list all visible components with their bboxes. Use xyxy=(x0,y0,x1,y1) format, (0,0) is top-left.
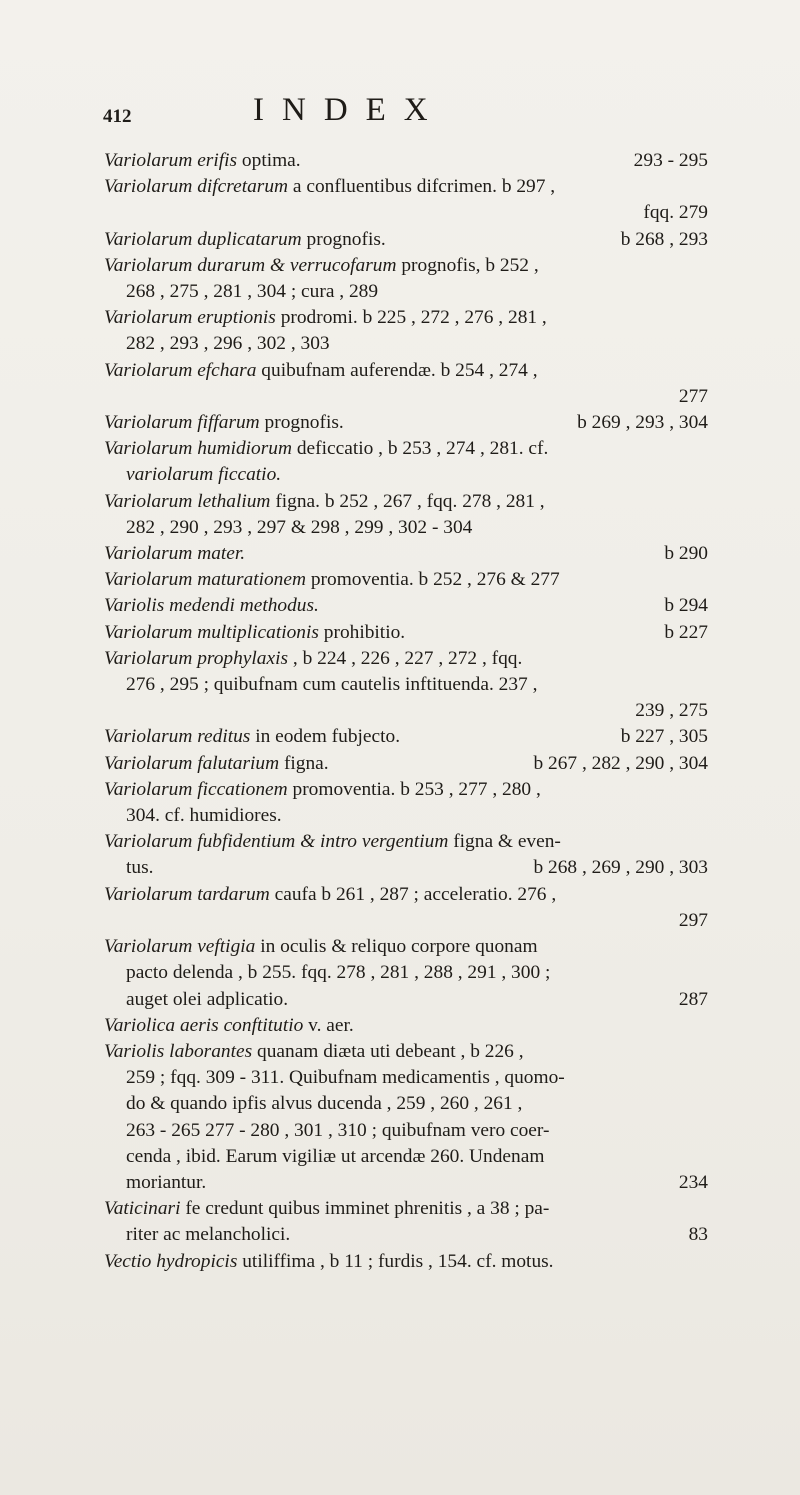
entry-text: utiliffima , b 11 ; furdis , 154. cf. motus. xyxy=(242,1250,554,1272)
entry-text: figna. b 252 , 267 , fqq. 278 , 281 , xyxy=(275,490,545,512)
entry-text: auget olei adplicatio. xyxy=(126,988,289,1010)
entry-line xyxy=(104,436,708,462)
index-entry xyxy=(104,148,708,174)
entry-headword: Variolarum ficcationem xyxy=(104,778,288,800)
entry-line xyxy=(104,1170,708,1196)
entry-text: do & quando ipfis alvus ducenda , 259 , 260 , 261 , xyxy=(126,1093,523,1115)
index-entry xyxy=(104,253,708,305)
entry-text: a confluentibus difcrimen. b 297 , xyxy=(292,176,556,198)
entry-text: fqq. 279 xyxy=(643,202,708,224)
entry-page-ref: b 268 , 293 xyxy=(620,228,708,250)
entry-line xyxy=(104,672,708,698)
entry-text: optima. xyxy=(241,150,301,171)
index-entry xyxy=(104,882,708,934)
entry-headword: Variolarum mater. xyxy=(104,543,246,565)
entry-line xyxy=(104,331,708,357)
entry-headword: Variolarum eruptionis xyxy=(104,307,276,329)
entry-headword: Variolarum tardarum xyxy=(104,883,270,905)
entry-headword: Variolarum prophylaxis xyxy=(104,647,289,669)
entry-headword: Variolarum efchara xyxy=(104,359,257,381)
entry-line xyxy=(104,1091,708,1117)
entry-text: caufa b 261 , 287 ; acceleratio. 276 , xyxy=(274,883,557,905)
index-entry xyxy=(104,436,708,488)
entry-line xyxy=(104,620,708,646)
entry-page-ref: b 267 , 282 , 290 , 304 xyxy=(533,752,708,774)
entry-line xyxy=(104,698,708,724)
entry-line xyxy=(104,489,708,515)
entry-line xyxy=(104,882,708,908)
entry-text: 277 xyxy=(678,385,708,407)
entry-text: moriantur. xyxy=(126,1171,207,1193)
entry-line xyxy=(104,358,708,384)
entry-page-ref: b 290 xyxy=(664,543,708,565)
entry-line xyxy=(104,174,708,200)
entry-headword: Variolarum reditus xyxy=(104,726,251,748)
entry-text: quanam diæta uti debeant , b 226 , xyxy=(257,1040,524,1062)
entry-line xyxy=(104,515,708,541)
entry-text: prohibitio. xyxy=(323,621,406,643)
entry-headword: Variolis laborantes xyxy=(104,1040,253,1062)
entry-text: variolarum ficcatio. xyxy=(126,464,282,486)
entry-headword: Variolarum maturationem xyxy=(104,569,306,591)
entry-text: prodromi. b 225 , 272 , 276 , 281 , xyxy=(280,307,547,329)
entry-text: prognofis, b 252 , xyxy=(401,254,539,276)
entry-line xyxy=(104,305,708,331)
page-header xyxy=(103,92,703,132)
entry-headword: Variolica aeris conftitutio xyxy=(104,1014,304,1036)
entry-text: figna. xyxy=(283,752,329,774)
entry-text: in eodem fubjecto. xyxy=(255,726,401,748)
index-entry xyxy=(104,620,708,646)
entry-text: 297 xyxy=(678,909,708,931)
entry-text: pacto delenda , b 255. fqq. 278 , 281 , 288 , 291 , 300 ; xyxy=(126,962,551,984)
entry-line xyxy=(104,227,708,253)
entry-line xyxy=(104,1196,708,1222)
entry-line xyxy=(104,1065,708,1091)
entry-text: prognofis. xyxy=(306,228,386,250)
entry-headword: Variolis medendi methodus. xyxy=(104,595,319,617)
index-entry xyxy=(104,593,708,619)
entry-headword: Variolarum fiffarum xyxy=(104,412,260,434)
entry-line xyxy=(104,410,708,436)
entry-text: v. aer. xyxy=(308,1014,354,1036)
entry-line xyxy=(104,541,708,567)
entry-text: riter ac melancholici. xyxy=(126,1224,291,1246)
index-entry xyxy=(104,305,708,357)
index-entries xyxy=(104,148,708,1275)
entry-page-ref: b 269 , 293 , 304 xyxy=(577,412,708,434)
entry-headword: Variolarum multiplicationis xyxy=(104,621,319,643)
entry-line xyxy=(104,751,708,777)
index-title: INDEX xyxy=(253,92,446,128)
entry-line xyxy=(104,908,708,934)
index-entry xyxy=(104,410,708,436)
entry-line xyxy=(104,777,708,803)
entry-page-ref: 287 xyxy=(678,988,708,1010)
entry-page-ref: 293 - 295 xyxy=(633,150,708,171)
entry-line xyxy=(104,1013,708,1039)
index-entry xyxy=(104,1039,708,1196)
entry-headword: Variolarum veftigia xyxy=(104,936,256,958)
entry-text: prognofis. xyxy=(264,412,344,434)
entry-text: promoventia. b 253 , 277 , 280 , xyxy=(292,778,541,800)
entry-line xyxy=(104,279,708,305)
entry-headword: Variolarum erifis xyxy=(104,150,238,171)
entry-line xyxy=(104,593,708,619)
entry-line xyxy=(104,462,708,488)
entry-headword: Variolarum difcretarum xyxy=(104,176,289,198)
entry-line xyxy=(104,855,708,881)
entry-text: fe credunt quibus imminet phrenitis , a 38 ; pa- xyxy=(185,1198,550,1220)
index-entry xyxy=(104,829,708,881)
entry-headword: Variolarum falutarium xyxy=(104,752,280,774)
entry-text: figna & even- xyxy=(453,831,561,853)
entry-text: 263 - 265 277 - 280 , 301 , 310 ; quibufnam vero coer- xyxy=(126,1119,550,1141)
entry-line xyxy=(104,253,708,279)
entry-text: in oculis & reliquo corpore quonam xyxy=(260,936,538,958)
index-entry xyxy=(104,777,708,829)
entry-page-ref: 83 xyxy=(688,1224,708,1246)
page-number: 412 xyxy=(103,106,132,127)
index-entry xyxy=(104,174,708,226)
entry-line xyxy=(104,803,708,829)
entry-line xyxy=(104,646,708,672)
entry-line xyxy=(104,724,708,750)
entry-headword: Vaticinari xyxy=(104,1198,181,1220)
index-entry xyxy=(104,489,708,541)
entry-text: cenda , ibid. Earum vigiliæ ut arcendæ 260. Undenam xyxy=(126,1145,545,1167)
entry-page-ref: b 294 xyxy=(664,595,708,617)
entry-text: 282 , 290 , 293 , 297 & 298 , 299 , 302 - 304 xyxy=(126,516,473,538)
entry-text: 268 , 275 , 281 , 304 ; cura , 289 xyxy=(126,281,379,303)
index-entry xyxy=(104,541,708,567)
entry-line xyxy=(104,200,708,226)
entry-line xyxy=(104,1249,708,1275)
entry-text: promoventia. b 252 , 276 & 277 xyxy=(310,569,560,591)
index-entry xyxy=(104,934,708,1013)
index-entry xyxy=(104,227,708,253)
entry-line xyxy=(104,567,708,593)
entry-text: 276 , 295 ; quibufnam cum cautelis inftituenda. 237 , xyxy=(126,674,538,696)
entry-line xyxy=(104,1222,708,1248)
index-entry xyxy=(104,646,708,725)
entry-headword: Variolarum humidiorum xyxy=(104,438,292,460)
entry-headword: Variolarum durarum & verrucofarum xyxy=(104,254,397,276)
entry-line xyxy=(104,987,708,1013)
index-entry xyxy=(104,751,708,777)
entry-page-ref: b 227 xyxy=(664,621,708,643)
entry-text: 304. cf. humidiores. xyxy=(126,805,282,827)
entry-headword: Variolarum duplicatarum xyxy=(104,228,302,250)
entry-text: deficcatio , b 253 , 274 , 281. cf. xyxy=(296,438,549,460)
entry-line xyxy=(104,148,708,174)
entry-line xyxy=(104,1039,708,1065)
index-entry xyxy=(104,1196,708,1248)
index-entry xyxy=(104,724,708,750)
entry-headword: Vectio hydropicis xyxy=(104,1250,238,1272)
entry-page-ref: 234 xyxy=(678,1171,708,1193)
entry-text: tus. xyxy=(126,857,154,879)
entry-headword: Variolarum lethalium xyxy=(104,490,271,512)
index-entry xyxy=(104,1013,708,1039)
entry-line xyxy=(104,1118,708,1144)
entry-text: 259 ; fqq. 309 - 311. Quibufnam medicamentis , quomo- xyxy=(126,1067,565,1089)
entry-line xyxy=(104,960,708,986)
entry-line xyxy=(104,1144,708,1170)
index-entry xyxy=(104,567,708,593)
entry-headword: Variolarum fubfidentium & intro vergentium xyxy=(104,831,449,853)
entry-text: , b 224 , 226 , 227 , 272 , fqq. xyxy=(292,647,523,669)
entry-page-ref: b 227 , 305 xyxy=(620,726,708,748)
entry-line xyxy=(104,384,708,410)
entry-line xyxy=(104,934,708,960)
entry-text: 282 , 293 , 296 , 302 , 303 xyxy=(126,333,330,355)
entry-text: quibufnam auferendæ. b 254 , 274 , xyxy=(261,359,538,381)
entry-line xyxy=(104,829,708,855)
entry-text: 239 , 275 xyxy=(635,700,708,722)
index-entry xyxy=(104,1249,708,1275)
entry-page-ref: b 268 , 269 , 290 , 303 xyxy=(533,857,708,879)
index-entry xyxy=(104,358,708,410)
